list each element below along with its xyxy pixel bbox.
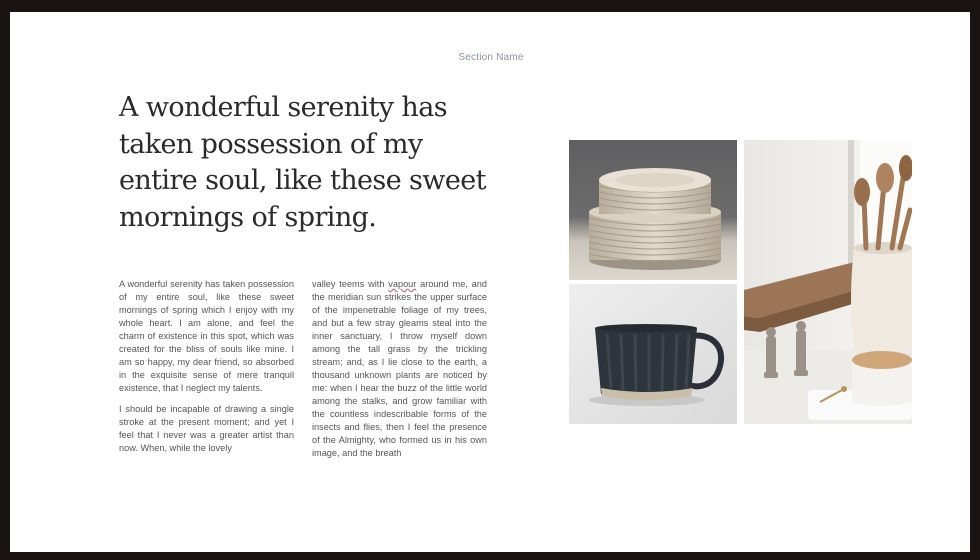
body-paragraph: I should be incapable of drawing a single stroke at the present moment; and yet I feel that I never was a greater artist than now. When, while the lovely	[119, 404, 294, 453]
body-text: around me, and the meridian sun strikes the upper surface of the impenetrable foliage of my trees, and but a few stray gleams steal into the inner sanctuary, I throw myself down among the tall grass by the trickling stream; and, as I lie close to the earth, a thousand unknown plants are noticed by me: when I hear the buzz of the little world among the stalks, and grow familiar with the countless indescribable forms of the insects and flies, then I feel the presence of the Almighty, who formed us in his own image, and the breath	[312, 279, 487, 458]
body-paragraph: A wonderful serenity has taken possession of my entire soul, like these sweet mornings of spring which I enjoy with my whole heart. I am alone, and feel the charm of existence in this spot, which was created for the bliss of souls like mine. I am so happy, my dear friend, so absorbed in the exquisite sense of mere tranquil existence, that I neglect my talents.	[119, 279, 294, 393]
plates-photo[interactable]	[569, 140, 737, 280]
body-column-right	[312, 278, 487, 468]
section-label: Section Name	[458, 52, 524, 63]
mug-photo[interactable]	[569, 284, 737, 424]
headline: A wonderful serenity has taken possession of my entire soul, like these sweet mornings of spring.	[119, 92, 486, 233]
slide-page	[10, 12, 970, 552]
body-column-left	[119, 278, 294, 463]
body-text: valley teems with	[312, 279, 389, 289]
body-paragraph	[312, 278, 487, 460]
kitchen-photo[interactable]	[744, 140, 912, 424]
spellcheck-word[interactable]: vapour	[388, 279, 417, 289]
